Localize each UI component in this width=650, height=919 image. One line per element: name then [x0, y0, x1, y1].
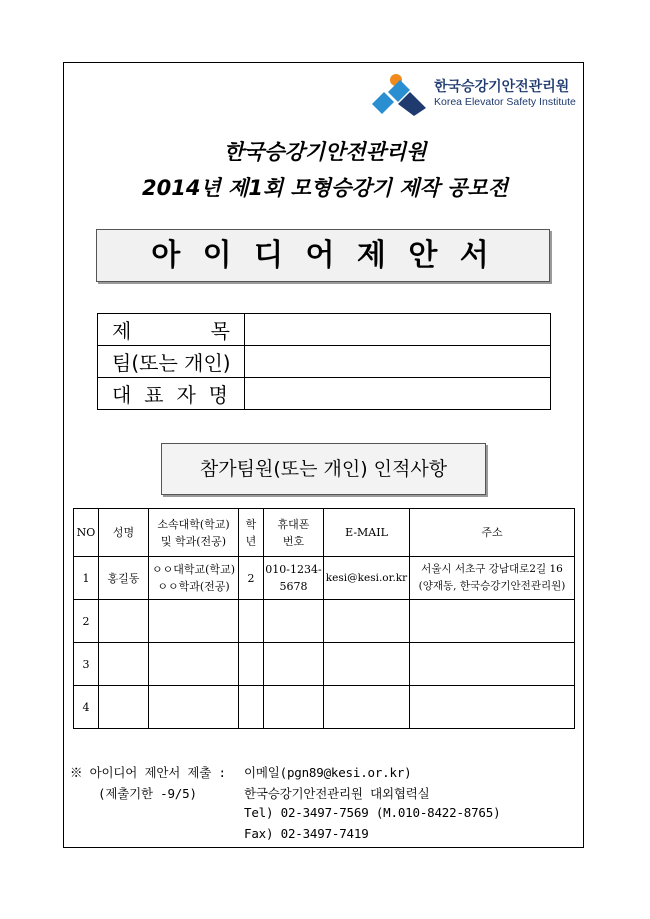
info-value-team[interactable] — [245, 346, 551, 378]
footer-email: 이메일(pgn89@kesi.or.kr) — [244, 765, 412, 780]
cell-name: 홍길동 — [99, 557, 149, 600]
cell-address[interactable] — [410, 686, 575, 729]
cell-email[interactable] — [324, 600, 410, 643]
header-address: 주소 — [410, 509, 575, 557]
cell-no: 4 — [74, 686, 99, 729]
cell-address[interactable] — [410, 643, 575, 686]
table-row — [74, 686, 575, 729]
header-grade — [239, 509, 264, 557]
cell-phone-line1: 010-1234- — [265, 563, 322, 576]
proposal-info-table — [97, 313, 551, 410]
cell-phone — [264, 557, 324, 600]
info-row-team — [98, 346, 551, 378]
cell-university-line1: ㅇㅇ대학교(학교) — [152, 563, 235, 576]
cell-university[interactable] — [149, 686, 239, 729]
footer-fax: Fax) 02-3497-7419 — [244, 826, 369, 841]
cell-name[interactable] — [99, 686, 149, 729]
info-label-title — [98, 314, 245, 346]
members-table — [73, 508, 575, 729]
cell-university — [149, 557, 239, 600]
doc-heading-contest: 2014년 제1회 모형승강기 제작 공모전 — [141, 176, 509, 200]
cell-no: 2 — [74, 600, 99, 643]
header-university — [149, 509, 239, 557]
doc-title-box: 아 이 디 어 제 안 서 — [96, 229, 550, 282]
cell-no: 1 — [74, 557, 99, 600]
info-label-representative-char: 자 — [176, 383, 196, 407]
table-row — [74, 600, 575, 643]
cell-address[interactable] — [410, 600, 575, 643]
cell-name[interactable] — [99, 600, 149, 643]
kesi-logo — [370, 72, 580, 116]
header-grade-line1: 학 — [245, 517, 257, 531]
cell-phone[interactable] — [264, 686, 324, 729]
info-label-representative — [98, 378, 245, 410]
doc-heading-org: 한국승강기안전관리원 — [223, 140, 427, 164]
header-phone-line1: 휴대폰 — [277, 517, 310, 531]
info-label-representative-char: 대 — [112, 383, 132, 407]
info-label-team: 팀(또는 개인) — [98, 346, 245, 378]
cell-address — [410, 557, 575, 600]
cell-email[interactable] — [324, 643, 410, 686]
info-label-title-char: 목 — [210, 319, 230, 343]
info-label-representative-char: 명 — [208, 383, 228, 407]
logo-name-english: Korea Elevator Safety Institute — [434, 96, 576, 108]
table-row — [74, 643, 575, 686]
table-row — [74, 557, 575, 600]
cell-no: 3 — [74, 643, 99, 686]
header-university-line2: 및 학과(전공) — [160, 534, 227, 548]
cell-university-line2: ㅇㅇ학과(전공) — [157, 580, 230, 593]
cell-grade[interactable] — [239, 686, 264, 729]
cell-address-line2: (양재동, 한국승강기안전관리원) — [418, 580, 566, 592]
header-phone-line2: 번호 — [282, 534, 305, 548]
cell-university[interactable] — [149, 600, 239, 643]
members-header-row — [74, 509, 575, 557]
footer-department: 한국승강기안전관리원 대외협력실 — [244, 786, 430, 801]
header-university-line1: 소속대학(학교) — [157, 517, 230, 531]
header-phone — [264, 509, 324, 557]
header-name: 성명 — [99, 509, 149, 557]
cell-name[interactable] — [99, 643, 149, 686]
header-grade-line2: 년 — [245, 534, 257, 548]
cell-address-line1: 서울시 서초구 강남대로2길 16 — [421, 563, 563, 575]
info-value-title[interactable] — [245, 314, 551, 346]
footer-deadline: (제출기한 -9/5) — [98, 786, 197, 801]
cell-phone[interactable] — [264, 643, 324, 686]
info-label-title-char: 제 — [112, 319, 132, 343]
cell-university[interactable] — [149, 643, 239, 686]
kesi-logo-icon — [370, 72, 432, 116]
logo-name-korean: 한국승강기안전관리원 — [434, 79, 570, 95]
cell-grade[interactable] — [239, 643, 264, 686]
section-title-box: 참가팀원(또는 개인) 인적사항 — [161, 443, 486, 495]
info-row-title — [98, 314, 551, 346]
cell-grade[interactable] — [239, 600, 264, 643]
footer-submission-label: ※ 아이디어 제안서 제출 : — [70, 765, 226, 780]
footer-tel: Tel) 02-3497-7569 (M.010-8422-8765) — [244, 805, 501, 820]
cell-grade: 2 — [239, 557, 264, 600]
info-value-representative[interactable] — [245, 378, 551, 410]
header-no: NO — [74, 509, 99, 557]
info-row-representative — [98, 378, 551, 410]
header-email: E-MAIL — [324, 509, 410, 557]
info-label-representative-char: 표 — [144, 383, 164, 407]
cell-phone-line2: 5678 — [279, 580, 308, 593]
cell-phone[interactable] — [264, 600, 324, 643]
cell-email: kesi@kesi.or.kr — [324, 557, 410, 600]
cell-email[interactable] — [324, 686, 410, 729]
